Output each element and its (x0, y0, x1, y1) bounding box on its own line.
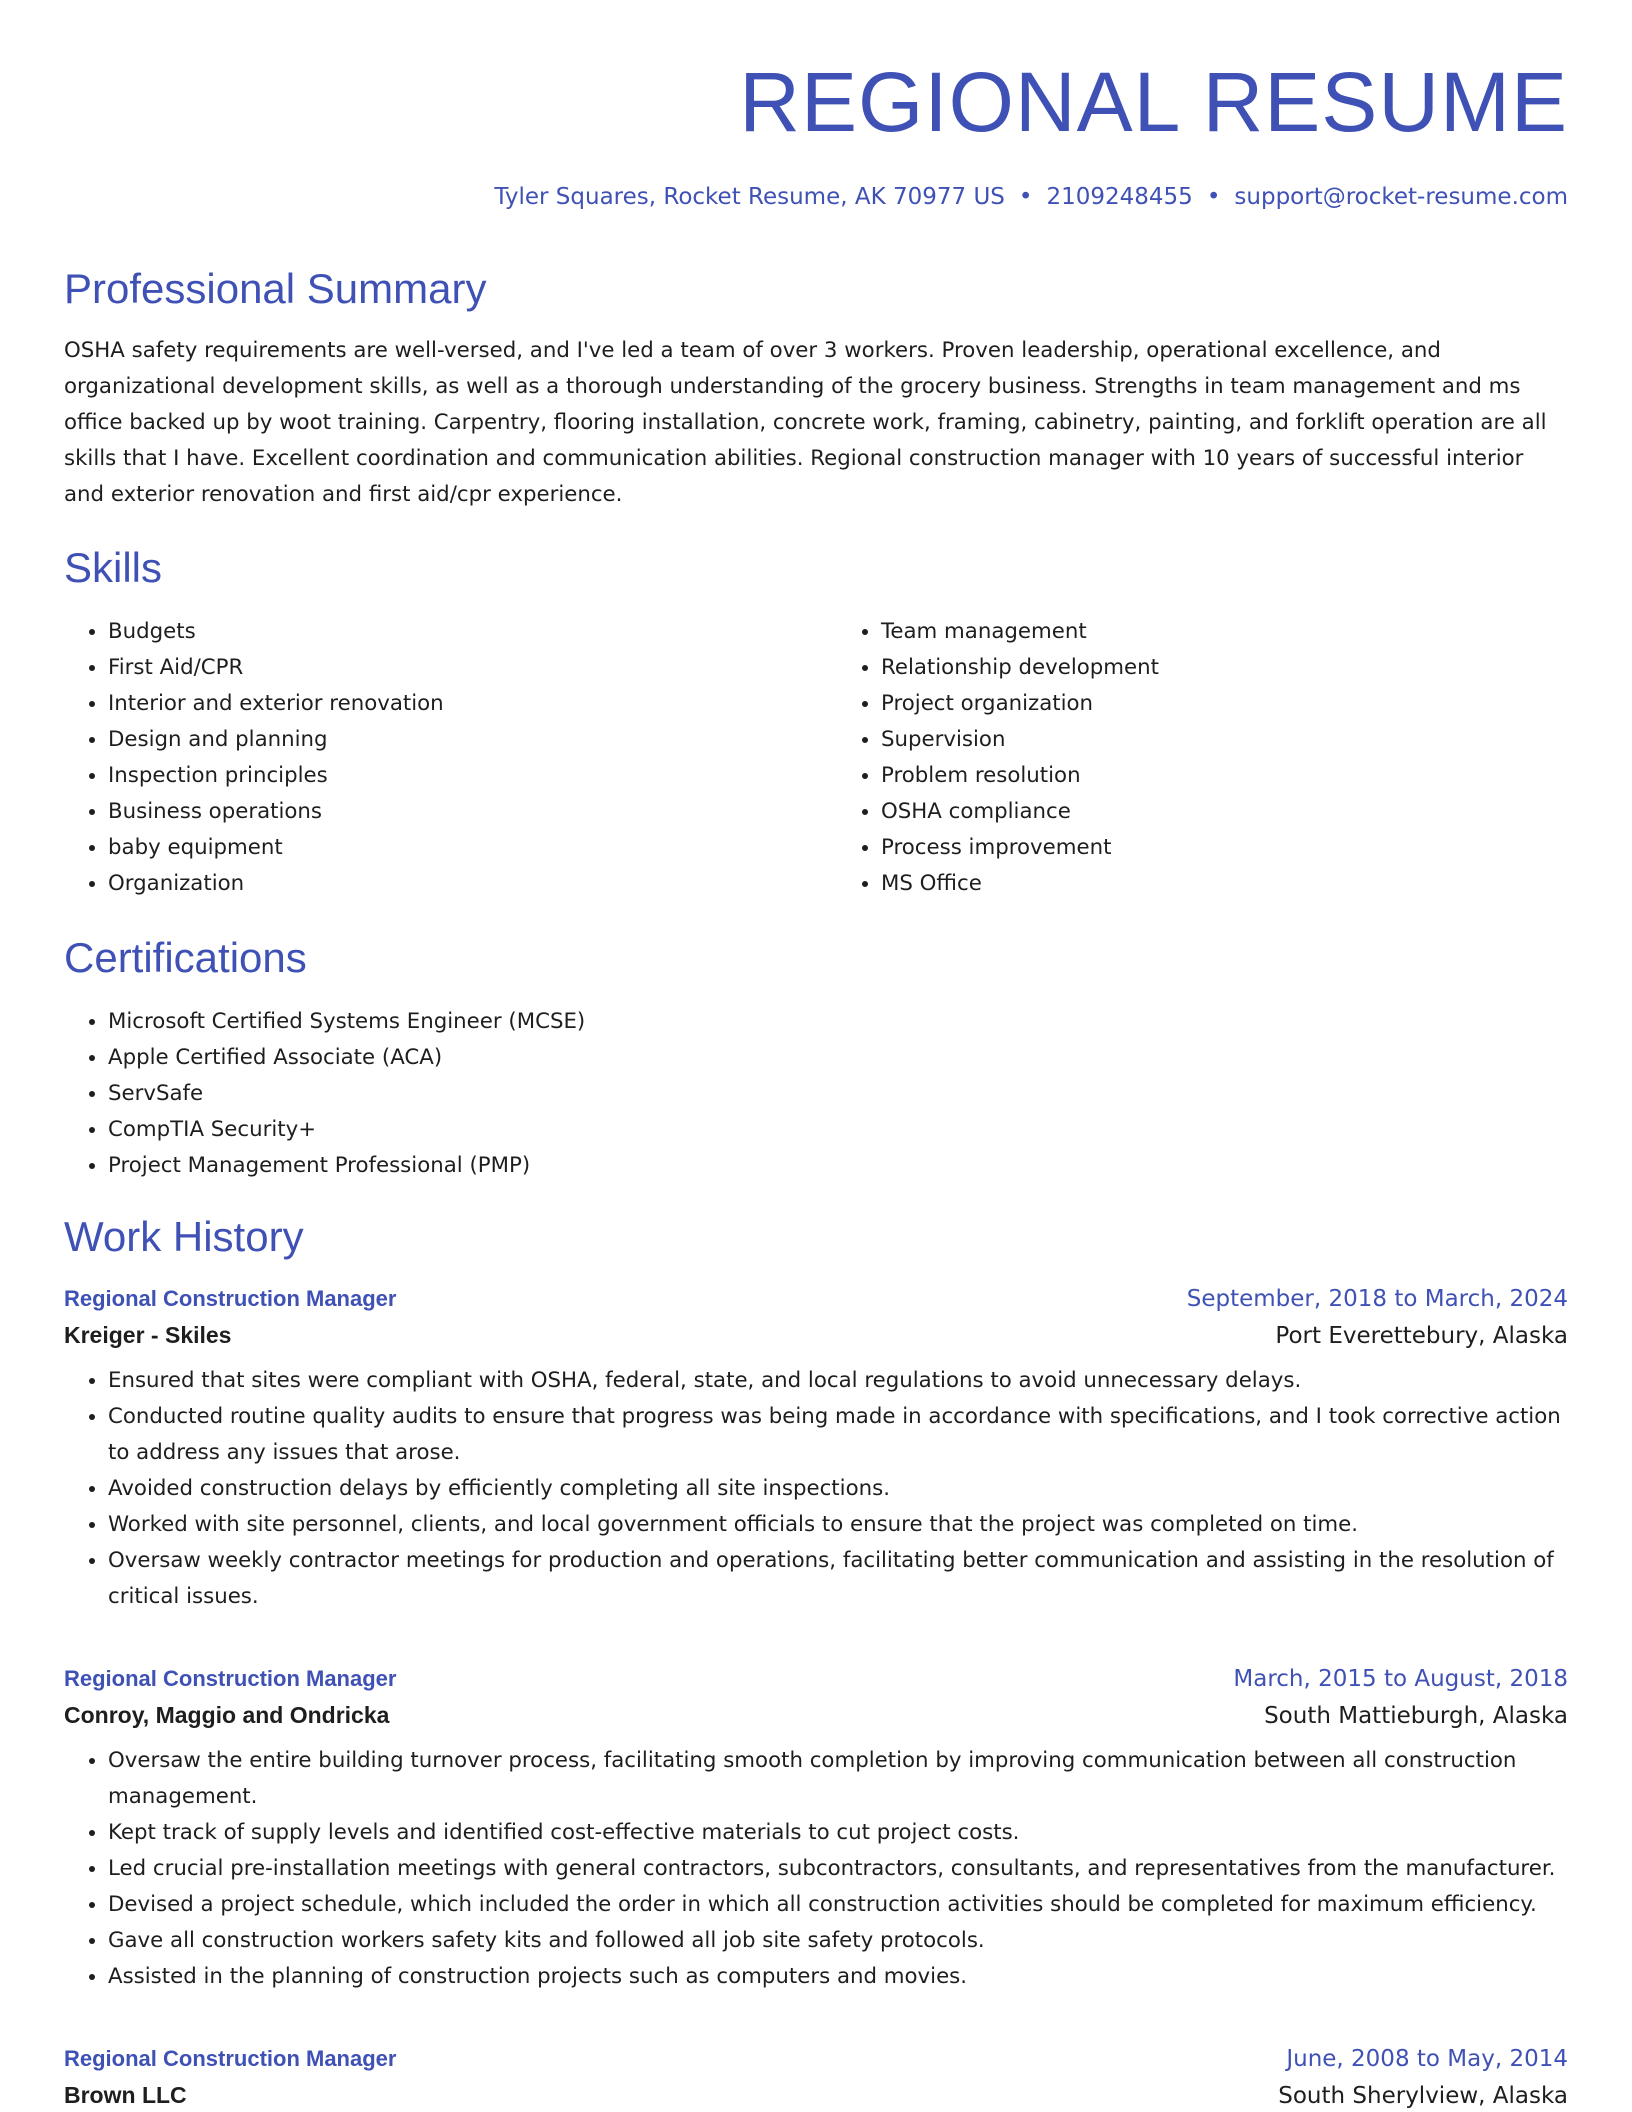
contact-line (64, 184, 1568, 210)
skill-item: • baby equipment (108, 830, 795, 866)
skill-item: • OSHA compliance (881, 794, 1568, 830)
certifications-heading: Certifications (64, 934, 307, 981)
skills-column-right (795, 614, 1568, 902)
job-bullet: • Conducted routine quality audits to ensure that progress was being made in accordance with specifications, and I took corrective action to address any issues that arose. (108, 1399, 1568, 1471)
job-dates: September, 2018 to March, 2024 (1186, 1286, 1568, 1312)
job-title: Regional Construction Manager (64, 1666, 397, 1691)
job-location: South Mattieburgh, Alaska (1264, 1703, 1568, 1729)
job-entry (64, 2046, 1568, 2109)
job-title: Regional Construction Manager (64, 1286, 397, 1311)
email: support@rocket-resume.com (1234, 184, 1568, 210)
skill-item: • Interior and exterior renovation (108, 686, 795, 722)
job-dates: June, 2008 to May, 2014 (1286, 2046, 1568, 2072)
skills-list (64, 614, 1568, 902)
job-entry (64, 1286, 1568, 1615)
skill-item: • Problem resolution (881, 758, 1568, 794)
skill-item: • Supervision (881, 722, 1568, 758)
job-company: Kreiger - Skiles (64, 1322, 232, 1348)
summary-text: OSHA safety requirements are well-versed, and I've led a team of over 3 workers. Proven leadership, operational excellence, and organizational development skills, as well as a thorough understanding of the grocery business. Strengths in team management and ms office backed up by woot training. Carpentry, flooring installation, concrete work, framing, cabinetry, painting, and forklift operation are all skills that I have. Excellent coordination and communication abilities. Regional construction manager with 10 years of successful interior and exterior renovation and first aid/cpr experience. (64, 338, 1547, 507)
skill-item: • MS Office (881, 866, 1568, 902)
work-history-heading: Work History (64, 1213, 304, 1260)
page-title: REGIONAL RESUME (739, 55, 1568, 149)
skill-item: • Organization (108, 866, 795, 902)
skill-item: • Project organization (881, 686, 1568, 722)
job-bullet: • Oversaw weekly contractor meetings for production and operations, facilitating better communication and assisting in the resolution of critical issues. (108, 1543, 1568, 1615)
separator-dot: • (1018, 184, 1033, 210)
job-employer (64, 1322, 1568, 1349)
job-company: Brown LLC (64, 2082, 187, 2108)
job-bullet: • Oversaw the entire building turnover process, facilitating smooth completion by improving communication between all construction management. (108, 1743, 1568, 1815)
skills-column-left (64, 614, 795, 902)
skill-item: • Design and planning (108, 722, 795, 758)
job-bullet: • Worked with site personnel, clients, and local government officials to ensure that the project was completed on time. (108, 1507, 1568, 1543)
job-bullet: • Assisted in the planning of construction projects such as computers and movies. (108, 1959, 1568, 1995)
job-title: Regional Construction Manager (64, 2046, 397, 2071)
job-header (64, 1286, 1568, 1312)
skill-item: • Business operations (108, 794, 795, 830)
job-company: Conroy, Maggio and Ondricka (64, 1702, 390, 1728)
job-bullets (64, 1363, 1568, 1615)
job-dates: March, 2015 to August, 2018 (1233, 1666, 1568, 1692)
separator-dot: • (1206, 184, 1221, 210)
job-employer (64, 2082, 1568, 2109)
job-entry (64, 1666, 1568, 1995)
resume-page (64, 0, 1568, 210)
certifications-list (64, 1004, 585, 1184)
skill-item: • Relationship development (881, 650, 1568, 686)
job-header (64, 2046, 1568, 2072)
skill-item: • Budgets (108, 614, 795, 650)
job-employer (64, 1702, 1568, 1729)
job-bullet: • Avoided construction delays by efficiently completing all site inspections. (108, 1471, 1568, 1507)
address: Tyler Squares, Rocket Resume, AK 70977 US (494, 184, 1005, 210)
job-location: South Sherylview, Alaska (1278, 2083, 1568, 2109)
job-location: Port Everettebury, Alaska (1275, 1323, 1568, 1349)
skill-item: • Team management (881, 614, 1568, 650)
certification-item: • Project Management Professional (PMP) (108, 1148, 585, 1184)
job-bullet: • Devised a project schedule, which included the order in which all construction activities should be completed for maximum efficiency. (108, 1887, 1568, 1923)
summary-heading: Professional Summary (64, 265, 487, 312)
certification-item: • ServSafe (108, 1076, 585, 1112)
skills-heading: Skills (64, 544, 163, 591)
certification-item: • Apple Certified Associate (ACA) (108, 1040, 585, 1076)
skill-item: • First Aid/CPR (108, 650, 795, 686)
certification-item: • CompTIA Security+ (108, 1112, 585, 1148)
phone: 2109248455 (1046, 184, 1193, 210)
skill-item: • Inspection principles (108, 758, 795, 794)
job-bullet: • Gave all construction workers safety kits and followed all job site safety protocols. (108, 1923, 1568, 1959)
job-bullet: • Led crucial pre-installation meetings with general contractors, subcontractors, consultants, and representatives from the manufacturer. (108, 1851, 1568, 1887)
job-bullets (64, 1743, 1568, 1995)
skill-item: • Process improvement (881, 830, 1568, 866)
certification-item: • Microsoft Certified Systems Engineer (MCSE) (108, 1004, 585, 1040)
job-bullet: • Ensured that sites were compliant with OSHA, federal, state, and local regulations to avoid unnecessary delays. (108, 1363, 1568, 1399)
job-header (64, 1666, 1568, 1692)
job-bullet: • Kept track of supply levels and identified cost-effective materials to cut project costs. (108, 1815, 1568, 1851)
